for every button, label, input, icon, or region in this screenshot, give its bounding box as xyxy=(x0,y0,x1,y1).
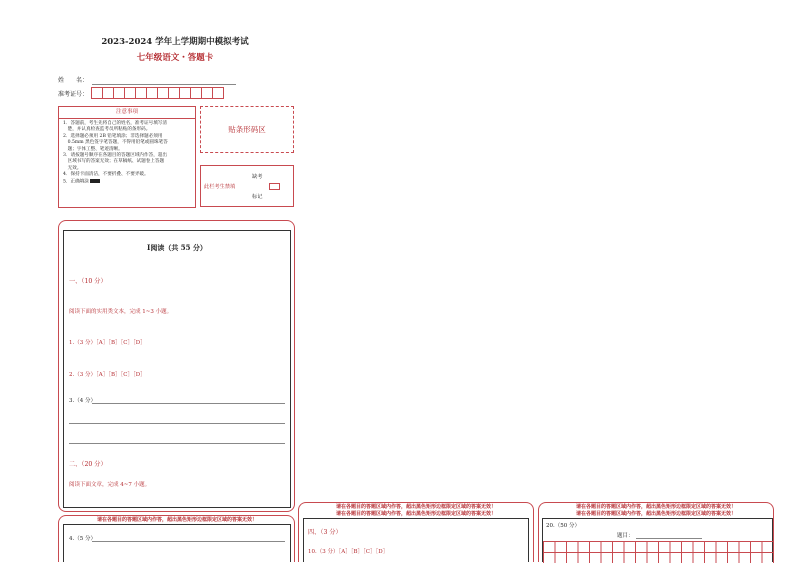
answer-line[interactable] xyxy=(92,403,285,404)
note-line: 2．选择题必须用 2B 铅笔填涂；非选择题必须用 xyxy=(63,133,163,139)
essay-topic-label: 题目： xyxy=(617,533,634,539)
boundary-warning: 请在各题目的答题区域内作答，超出黑色矩形边框限定区域的答案无效！ xyxy=(335,511,496,517)
note-line: 5．正确填涂 xyxy=(63,179,195,186)
answer-frame-3 xyxy=(303,518,529,562)
answer-line[interactable] xyxy=(69,443,285,444)
section-1-heading: 一、（10 分） xyxy=(69,278,107,285)
absent-box xyxy=(200,165,294,207)
notes-heading: 注意事项 xyxy=(59,107,195,119)
question-20-label: 20.（50 分） xyxy=(546,523,580,529)
filled-mark-icon xyxy=(90,179,100,183)
exam-subtitle: 七年级语文・答题卡 xyxy=(136,53,214,63)
section-4-heading: 四、（3 分） xyxy=(308,529,342,536)
boundary-warning: 请在各题目的答题区域内作答，超出黑色矩形边框限定区域的答案无效！ xyxy=(335,504,496,510)
barcode-area xyxy=(200,106,294,153)
exam-title: 2023-2024 学年上学期期中模拟考试 xyxy=(101,37,249,47)
note-line: 楚，并认真检查监考员所粘贴的条形码。 xyxy=(63,127,151,133)
id-label: 准考证号： xyxy=(58,91,89,98)
name-underline[interactable] xyxy=(92,84,236,85)
section-1-intro: 阅读下面的实用类文本，完成 1~3 小题。 xyxy=(69,309,173,315)
essay-grid[interactable] xyxy=(543,541,774,563)
question-4-label: 4.（5 分） xyxy=(69,536,96,542)
boundary-warning: 请在各题目的答题区域内作答，超出黑色矩形边框限定区域的答案无效！ xyxy=(575,504,736,510)
question-3-label: 3.（4 分） xyxy=(69,398,96,404)
barcode-label: 贴条形码区 xyxy=(228,125,266,134)
question-10-choices[interactable]: 10.（3 分）［A］［B］［C］［D］ xyxy=(308,549,389,555)
question-2-choices[interactable]: 2.（3 分）［A］［B］［C］［D］ xyxy=(69,372,146,378)
absent-mark-label: 标记 xyxy=(252,194,263,200)
question-1-choices[interactable]: 1.（3 分）［A］［B］［C］［D］ xyxy=(69,340,146,346)
note-line: 1．答题前，考生先将自己的姓名，准考证号填写清 xyxy=(63,121,167,126)
name-label: 姓 名： xyxy=(58,77,89,84)
essay-topic-line[interactable] xyxy=(636,538,702,539)
part-title: Ⅰ阅读（共 55 分） xyxy=(147,243,207,252)
note-line: 无效。 xyxy=(63,165,82,171)
boundary-warning: 请在各题目的答题区域内作答，超出黑色矩形边框限定区域的答案无效！ xyxy=(96,517,257,523)
note-line: 0.5mm 黑色签字笔答题，不得用铅笔或圆珠笔答 xyxy=(63,140,168,146)
absent-label: 缺考 xyxy=(252,174,263,180)
boundary-warning: 请在各题目的答题区域内作答，超出黑色矩形边框限定区域的答案无效！ xyxy=(575,511,736,517)
answer-line[interactable] xyxy=(92,541,285,542)
note-line: 区域书写的答案无效；在草稿纸、试题卷上答题 xyxy=(63,159,165,165)
section-2-heading: 二、（20 分） xyxy=(69,461,107,468)
answer-line[interactable] xyxy=(69,423,285,424)
section-2-intro: 阅读下面文章，完成 4~7 小题。 xyxy=(69,482,151,488)
note-line: 题；字体工整、笔迹清晰。 xyxy=(63,146,123,152)
absent-checkbox[interactable] xyxy=(269,183,280,190)
note-line: 4．保持卡面清洁，不要折叠、不要弄破。 xyxy=(63,172,149,178)
note-line: 3．请按题号顺序在各题目的答题区域内作答，超出 xyxy=(63,153,167,159)
absent-note: 此栏考生禁填 xyxy=(204,184,236,190)
id-number-boxes[interactable] xyxy=(91,87,223,99)
answer-frame-2 xyxy=(63,524,291,562)
notes-box xyxy=(58,106,196,208)
